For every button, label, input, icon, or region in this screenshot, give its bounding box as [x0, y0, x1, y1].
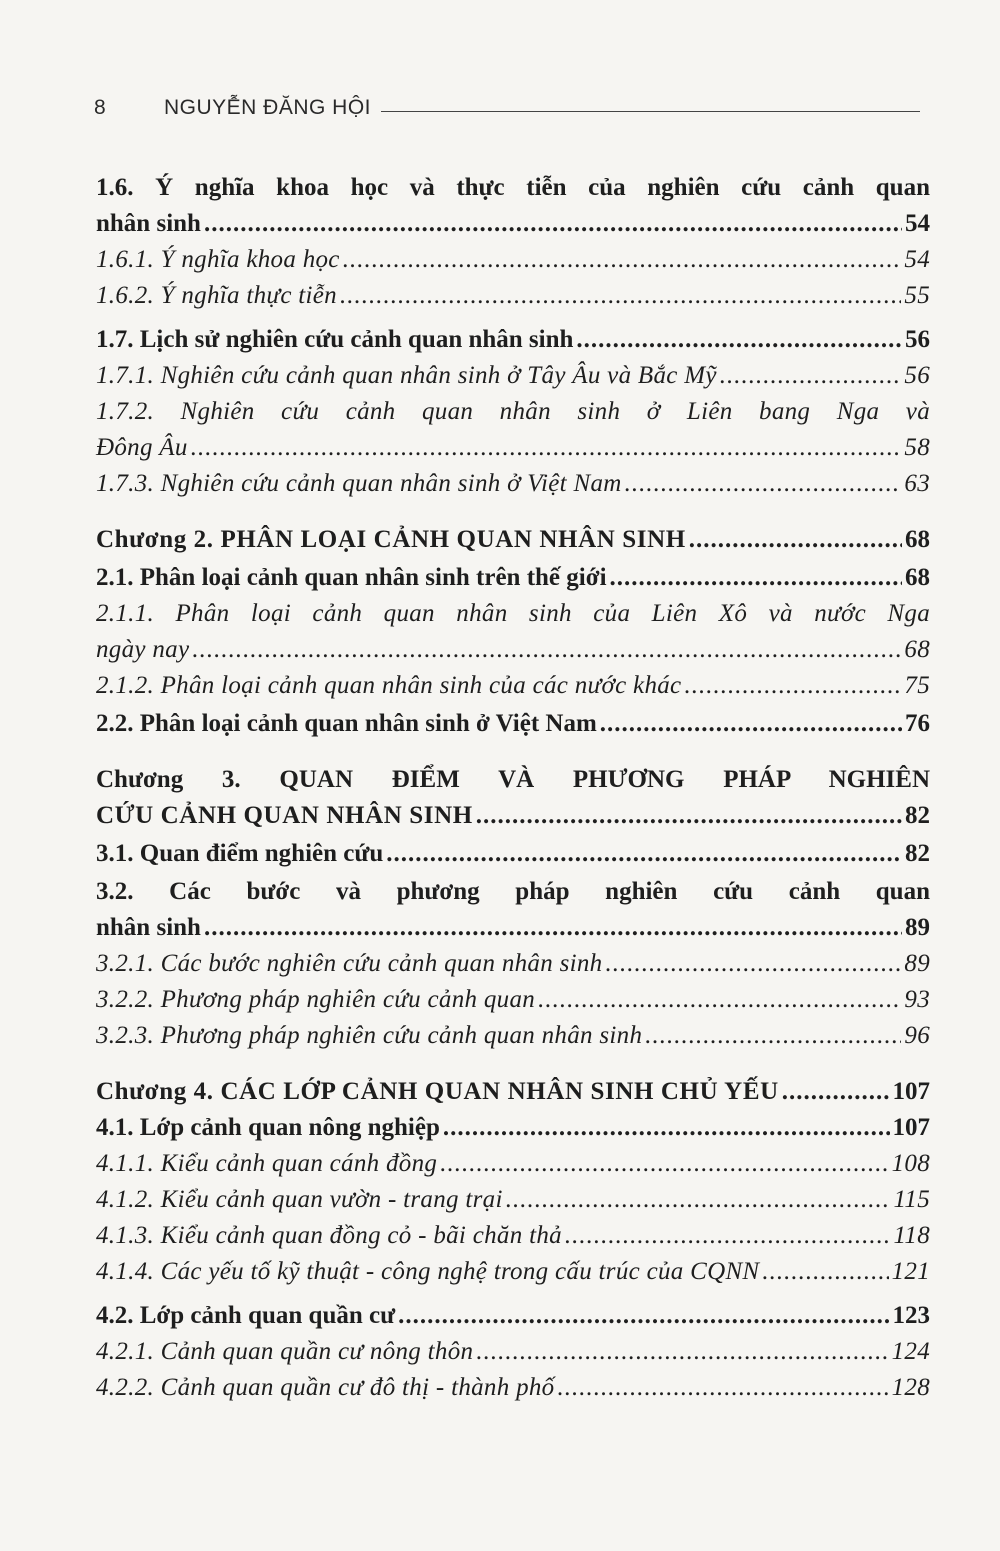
dot-leader	[762, 1254, 888, 1290]
dot-leader	[538, 982, 901, 1018]
dot-leader	[506, 1182, 891, 1218]
toc-entry-title: 4.1. Lớp cảnh quan nông nghiệp	[96, 1114, 440, 1141]
toc-entry	[96, 1334, 930, 1370]
toc-entry-page: 56	[904, 362, 930, 389]
dot-leader	[204, 206, 902, 242]
toc-entry-title: 4.1.3. Kiểu cảnh quan đồng cỏ - bãi chăn thả	[96, 1222, 562, 1249]
dot-leader	[398, 1298, 889, 1334]
dot-leader	[565, 1218, 891, 1254]
dot-leader	[600, 706, 902, 742]
dot-leader	[605, 946, 901, 982]
toc-entry-page: 68	[904, 636, 930, 663]
table-of-contents	[96, 170, 930, 1406]
toc-entry-page: 115	[893, 1186, 930, 1213]
toc-entry-page: 96	[904, 1022, 930, 1049]
toc-chapter-title: Chương 2. PHÂN LOẠI CẢNH QUAN NHÂN SINH	[96, 526, 686, 553]
toc-entry-title: 3.1. Quan điểm nghiên cứu	[96, 840, 384, 867]
toc-entry	[96, 278, 930, 314]
toc-entry-title: 4.1.1. Kiểu cảnh quan cánh đồng	[96, 1150, 438, 1177]
toc-entry-page: 76	[905, 710, 930, 737]
toc-entry-page: 58	[904, 434, 930, 461]
dot-leader	[689, 522, 902, 558]
toc-entry	[96, 1218, 930, 1254]
toc-entry-page: 63	[904, 470, 930, 497]
toc-entry-title: 2.1.1. Phân loại cảnh quan nhân sinh của Liên Xô và nước Nga	[96, 600, 930, 627]
dot-leader	[440, 1146, 888, 1182]
toc-entry-title: 4.2. Lớp cảnh quan quần cư	[96, 1302, 396, 1329]
toc-entry-page: 82	[905, 802, 930, 829]
toc-chapter	[96, 522, 930, 558]
header-rule	[381, 111, 920, 112]
toc-entry-page: 54	[904, 246, 930, 273]
header-author: NGUYỄN ĐĂNG HỘI	[164, 96, 372, 119]
toc-entry-title-cont: Đông Âu	[96, 434, 188, 461]
dot-leader	[720, 358, 902, 394]
toc-entry-title: 4.2.2. Cảnh quan quần cư đô thị - thành phố	[96, 1374, 555, 1401]
toc-entry	[96, 1018, 930, 1054]
toc-entry-page: 128	[891, 1374, 930, 1401]
toc-entry	[96, 466, 930, 502]
toc-entry	[96, 982, 930, 1018]
dot-leader	[192, 632, 901, 668]
dot-leader	[576, 322, 902, 358]
toc-entry-title: 1.6.1. Ý nghĩa khoa học	[96, 246, 340, 273]
toc-entry-page: 89	[905, 914, 930, 941]
toc-chapter-title: Chương 3. QUAN ĐIỂM VÀ PHƯƠNG PHÁP NGHIÊN	[96, 766, 930, 793]
toc-entry-title-cont: nhân sinh	[96, 210, 201, 237]
toc-entry-title: 2.1.2. Phân loại cảnh quan nhân sinh của các nước khác	[96, 672, 682, 699]
toc-entry-title: 1.7.2. Nghiên cứu cảnh quan nhân sinh ở Liên bang Nga và	[96, 398, 930, 425]
toc-entry	[96, 358, 930, 394]
toc-entry	[96, 1254, 930, 1290]
toc-entry-page: 56	[905, 326, 930, 353]
toc-entry-title-cont: nhân sinh	[96, 914, 201, 941]
toc-entry-title: 1.6. Ý nghĩa khoa học và thực tiễn của nghiên cứu cảnh quan	[96, 174, 930, 201]
toc-entry-title: 1.7.3. Nghiên cứu cảnh quan nhân sinh ở Việt Nam	[96, 470, 622, 497]
toc-entry-title: 1.7. Lịch sử nghiên cứu cảnh quan nhân sinh	[96, 326, 574, 353]
toc-entry-page: 55	[904, 282, 930, 309]
toc-entry	[96, 170, 930, 242]
toc-entry	[96, 874, 930, 946]
toc-entry-title: 2.1. Phân loại cảnh quan nhân sinh trên thế giới	[96, 564, 607, 591]
dot-leader	[557, 1370, 888, 1406]
toc-entry-title: 4.1.4. Các yếu tố kỹ thuật - công nghệ trong cấu trúc của CQNN	[96, 1258, 760, 1285]
dot-leader	[340, 278, 901, 314]
toc-entry-page: 107	[892, 1078, 930, 1105]
dot-leader	[610, 560, 902, 596]
toc-entry	[96, 242, 930, 278]
dot-leader	[191, 430, 902, 466]
dot-leader	[443, 1110, 890, 1146]
dot-leader	[386, 836, 902, 872]
toc-entry-page: 68	[905, 564, 930, 591]
toc-entry-page: 93	[904, 986, 930, 1013]
dot-leader	[204, 910, 902, 946]
toc-entry-title: 3.2.3. Phương pháp nghiên cứu cảnh quan nhân sinh	[96, 1022, 643, 1049]
toc-entry	[96, 1298, 930, 1334]
dot-leader	[625, 466, 902, 502]
toc-entry-title: 4.1.2. Kiểu cảnh quan vườn - trang trại	[96, 1186, 503, 1213]
toc-entry	[96, 706, 930, 742]
toc-entry-page: 107	[892, 1114, 930, 1141]
dot-leader	[476, 1334, 888, 1370]
toc-chapter-title: Chương 4. CÁC LỚP CẢNH QUAN NHÂN SINH CHỦ YẾU	[96, 1078, 779, 1105]
toc-entry-title: 1.7.1. Nghiên cứu cảnh quan nhân sinh ở Tây Âu và Bắc Mỹ	[96, 362, 717, 389]
toc-entry-page: 123	[892, 1302, 930, 1329]
toc-chapter-title-cont: CỨU CẢNH QUAN NHÂN SINH	[96, 802, 473, 829]
header-page-number: 8	[94, 96, 107, 119]
toc-entry-page: 124	[891, 1338, 930, 1365]
toc-entry-title: 1.6.2. Ý nghĩa thực tiễn	[96, 282, 337, 309]
toc-entry-title: 3.2.1. Các bước nghiên cứu cảnh quan nhân sinh	[96, 950, 603, 977]
toc-entry	[96, 1146, 930, 1182]
running-header	[94, 86, 920, 120]
toc-entry	[96, 322, 930, 358]
toc-entry	[96, 946, 930, 982]
toc-entry	[96, 1370, 930, 1406]
dot-leader	[645, 1018, 901, 1054]
toc-entry-title: 2.2. Phân loại cảnh quan nhân sinh ở Việt Nam	[96, 710, 597, 737]
toc-entry	[96, 1110, 930, 1146]
toc-entry-page: 121	[891, 1258, 930, 1285]
dot-leader	[343, 242, 902, 278]
toc-entry-title: 3.2.2. Phương pháp nghiên cứu cảnh quan	[96, 986, 536, 1013]
toc-entry-page: 68	[905, 526, 930, 553]
toc-entry-title: 4.2.1. Cảnh quan quần cư nông thôn	[96, 1338, 474, 1365]
toc-entry	[96, 668, 930, 704]
toc-entry-page: 89	[904, 950, 930, 977]
toc-entry	[96, 1182, 930, 1218]
toc-chapter	[96, 1074, 930, 1110]
toc-entry-page: 54	[905, 210, 930, 237]
toc-entry-page: 108	[891, 1150, 930, 1177]
toc-entry-page: 82	[905, 840, 930, 867]
toc-entry	[96, 836, 930, 872]
toc-entry-page: 75	[904, 672, 930, 699]
toc-entry	[96, 394, 930, 466]
dot-leader	[476, 798, 902, 834]
dot-leader	[782, 1074, 890, 1110]
toc-entry-page: 118	[893, 1222, 930, 1249]
toc-chapter	[96, 762, 930, 834]
toc-entry-title: 3.2. Các bước và phương pháp nghiên cứu cảnh quan	[96, 878, 930, 905]
toc-entry	[96, 596, 930, 668]
toc-entry-title-cont: ngày nay	[96, 636, 190, 663]
toc-entry	[96, 560, 930, 596]
dot-leader	[684, 668, 901, 704]
